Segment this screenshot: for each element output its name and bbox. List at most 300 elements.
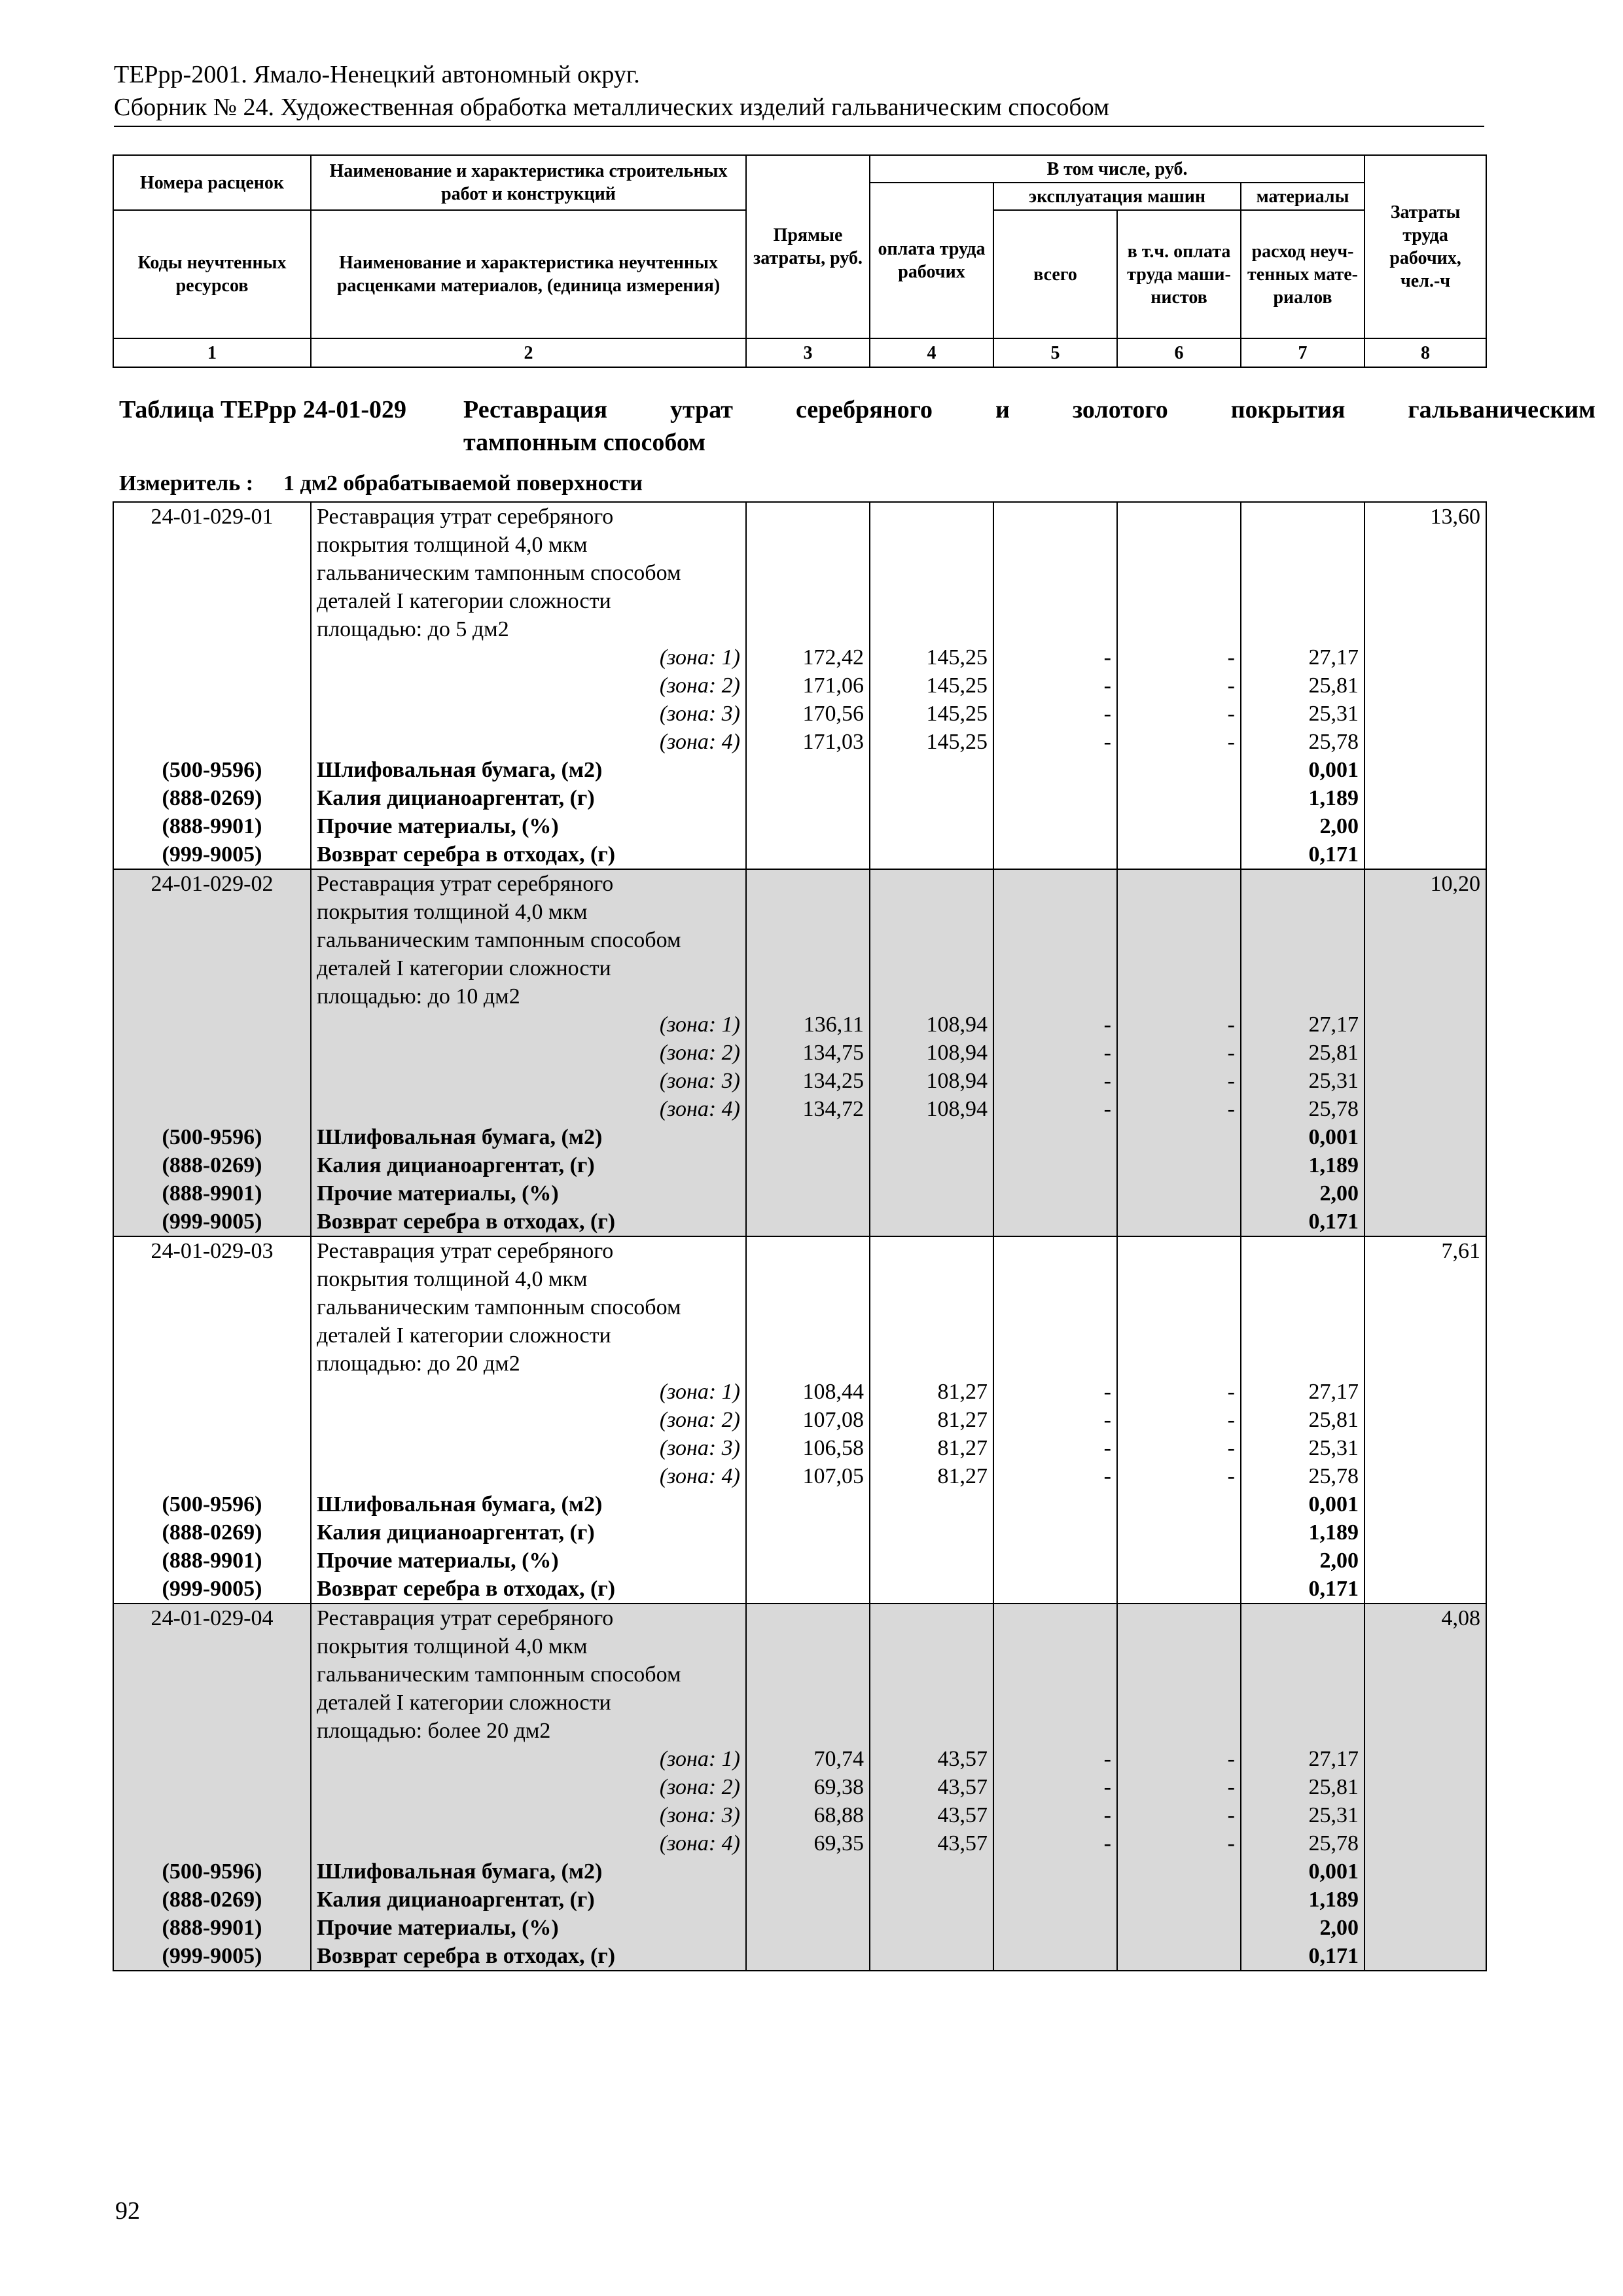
work-description-line: площадью: до 5 дм2 (311, 615, 746, 643)
empty-cell (113, 926, 311, 954)
empty-cell (1364, 898, 1486, 926)
empty-cell (1241, 502, 1364, 531)
material-name: Возврат серебра в отходах, (г) (311, 840, 746, 869)
resource-code: (500-9596) (113, 1857, 311, 1886)
table-row (113, 1378, 1486, 1406)
empty-cell (113, 1462, 311, 1490)
empty-cell (113, 672, 311, 700)
empty-cell (1117, 869, 1241, 898)
direct-cost: 107,05 (746, 1462, 870, 1490)
zone-label: (зона: 1) (311, 1378, 746, 1406)
table-row (113, 1717, 1486, 1745)
empty-cell (1364, 812, 1486, 840)
page-number: 92 (115, 2197, 140, 2225)
labor-cost: 7,61 (1364, 1236, 1486, 1265)
column-number: 7 (1241, 338, 1364, 367)
material-name: Возврат серебра в отходах, (г) (311, 1575, 746, 1604)
empty-cell (1364, 954, 1486, 982)
empty-cell (1117, 1547, 1241, 1575)
resource-code: (888-9901) (113, 1179, 311, 1208)
empty-cell (870, 756, 993, 784)
material-quantity: 0,171 (1241, 1575, 1364, 1604)
empty-cell (1364, 1151, 1486, 1179)
empty-cell (1364, 587, 1486, 615)
header-direct-costs: Прямые затраты, руб. (746, 155, 870, 338)
machinist-wage: - (1117, 1801, 1241, 1829)
work-description-line: Реставрация утрат серебряного (311, 502, 746, 531)
empty-cell (1241, 1265, 1364, 1293)
direct-cost: 172,42 (746, 643, 870, 672)
table-row (113, 1490, 1486, 1518)
material-cost: 25,81 (1241, 1773, 1364, 1801)
material-quantity: 1,189 (1241, 784, 1364, 812)
empty-cell (870, 1123, 993, 1151)
wage-cost: 145,25 (870, 643, 993, 672)
direct-cost: 69,35 (746, 1829, 870, 1857)
table-row (113, 926, 1486, 954)
empty-cell (1364, 728, 1486, 756)
resource-code: (888-9901) (113, 1914, 311, 1942)
zone-label: (зона: 2) (311, 1773, 746, 1801)
work-description-line: площадью: до 10 дм2 (311, 982, 746, 1011)
column-number: 3 (746, 338, 870, 367)
empty-cell (113, 1011, 311, 1039)
wage-cost: 108,94 (870, 1067, 993, 1095)
measure-line (119, 471, 643, 496)
empty-cell (870, 982, 993, 1011)
machine-total: - (993, 1462, 1117, 1490)
table-row (113, 1660, 1486, 1689)
resource-code: (500-9596) (113, 1490, 311, 1518)
empty-cell (1117, 756, 1241, 784)
empty-cell (113, 615, 311, 643)
machine-total: - (993, 1378, 1117, 1406)
empty-cell (870, 1886, 993, 1914)
empty-cell (113, 1039, 311, 1067)
empty-cell (870, 1914, 993, 1942)
empty-cell (113, 1321, 311, 1350)
empty-cell (993, 1208, 1117, 1236)
direct-cost: 134,75 (746, 1039, 870, 1067)
empty-cell (113, 1632, 311, 1660)
wage-cost: 108,94 (870, 1039, 993, 1067)
empty-cell (993, 1151, 1117, 1179)
material-name: Возврат серебра в отходах, (г) (311, 1942, 746, 1971)
empty-cell (1117, 587, 1241, 615)
direct-cost: 136,11 (746, 1011, 870, 1039)
material-quantity: 0,171 (1241, 1942, 1364, 1971)
empty-cell (1364, 1378, 1486, 1406)
empty-cell (1117, 1321, 1241, 1350)
empty-cell (1117, 1236, 1241, 1265)
empty-cell (993, 1914, 1117, 1942)
material-quantity: 0,001 (1241, 1857, 1364, 1886)
zone-label: (зона: 2) (311, 1406, 746, 1434)
empty-cell (746, 1490, 870, 1518)
empty-cell (1364, 1179, 1486, 1208)
column-header-table (113, 154, 1487, 368)
material-name: Возврат серебра в отходах, (г) (311, 1208, 746, 1236)
table-row (113, 1942, 1486, 1971)
work-description-line: покрытия толщиной 4,0 мкм (311, 1632, 746, 1660)
resource-code: (999-9005) (113, 1942, 311, 1971)
machine-total: - (993, 1801, 1117, 1829)
empty-cell (1117, 1886, 1241, 1914)
material-name: Шлифовальная бумага, (м2) (311, 1123, 746, 1151)
material-cost: 25,78 (1241, 1095, 1364, 1123)
empty-cell (746, 1689, 870, 1717)
column-number: 5 (993, 338, 1117, 367)
table-row (113, 615, 1486, 643)
empty-cell (1117, 926, 1241, 954)
empty-cell (993, 559, 1117, 587)
empty-cell (1241, 1689, 1364, 1717)
wage-cost: 81,27 (870, 1378, 993, 1406)
direct-cost: 107,08 (746, 1406, 870, 1434)
empty-cell (113, 1406, 311, 1434)
empty-cell (746, 1717, 870, 1745)
empty-cell (746, 926, 870, 954)
material-cost: 25,31 (1241, 1801, 1364, 1829)
empty-cell (113, 643, 311, 672)
table-title-line1: Реставрация утрат серебряного и золотого покрытия гальваническим (463, 396, 1596, 423)
empty-cell (113, 1773, 311, 1801)
table-row (113, 1857, 1486, 1886)
empty-cell (1241, 1604, 1364, 1632)
empty-cell (1241, 869, 1364, 898)
empty-cell (1364, 1745, 1486, 1773)
zone-label: (зона: 2) (311, 1039, 746, 1067)
header-material-name: Наименование и характеристика неучтенных расценками материалов, (единица измерения) (311, 210, 746, 338)
wage-cost: 145,25 (870, 700, 993, 728)
resource-code: (888-0269) (113, 1886, 311, 1914)
resource-code: (999-9005) (113, 840, 311, 869)
empty-cell (1364, 1406, 1486, 1434)
work-description-line: покрытия толщиной 4,0 мкм (311, 898, 746, 926)
material-name: Шлифовальная бумага, (м2) (311, 1857, 746, 1886)
material-cost: 27,17 (1241, 1011, 1364, 1039)
table-row (113, 531, 1486, 559)
empty-cell (113, 982, 311, 1011)
empty-cell (1117, 1208, 1241, 1236)
measure-label: Измеритель : (119, 471, 254, 495)
empty-cell (746, 587, 870, 615)
empty-cell (1364, 1829, 1486, 1857)
empty-cell (993, 898, 1117, 926)
empty-cell (113, 1745, 311, 1773)
machinist-wage: - (1117, 1434, 1241, 1462)
empty-cell (870, 1518, 993, 1547)
empty-cell (1364, 1011, 1486, 1039)
empty-cell (1364, 784, 1486, 812)
work-description-line: Реставрация утрат серебряного (311, 869, 746, 898)
material-quantity: 1,189 (1241, 1151, 1364, 1179)
empty-cell (993, 587, 1117, 615)
machine-total: - (993, 700, 1117, 728)
material-cost: 25,81 (1241, 1406, 1364, 1434)
table-row (113, 587, 1486, 615)
empty-cell (993, 926, 1117, 954)
table-row (113, 1689, 1486, 1717)
direct-cost: 134,72 (746, 1095, 870, 1123)
zone-label: (зона: 4) (311, 1462, 746, 1490)
machinist-wage: - (1117, 1462, 1241, 1490)
empty-cell (1117, 1575, 1241, 1604)
empty-cell (993, 1857, 1117, 1886)
empty-cell (1241, 898, 1364, 926)
empty-cell (113, 1293, 311, 1321)
material-name: Прочие материалы, (%) (311, 1547, 746, 1575)
resource-code: (888-9901) (113, 812, 311, 840)
material-quantity: 1,189 (1241, 1518, 1364, 1547)
empty-cell (993, 1886, 1117, 1914)
empty-cell (993, 1518, 1117, 1547)
empty-cell (746, 1660, 870, 1689)
material-cost: 25,31 (1241, 1067, 1364, 1095)
measure-unit: 1 дм2 обрабатываемой поверхности (283, 471, 643, 495)
empty-cell (1364, 1942, 1486, 1971)
empty-cell (870, 1857, 993, 1886)
empty-cell (993, 840, 1117, 869)
table-row (113, 672, 1486, 700)
material-name: Калия дицианоаргентат, (г) (311, 1886, 746, 1914)
empty-cell (993, 1575, 1117, 1604)
empty-cell (993, 1321, 1117, 1350)
machine-total: - (993, 728, 1117, 756)
wage-cost: 108,94 (870, 1011, 993, 1039)
work-description-line: деталей I категории сложности (311, 954, 746, 982)
wage-cost: 108,94 (870, 1095, 993, 1123)
empty-cell (1364, 1689, 1486, 1717)
wage-cost: 43,57 (870, 1745, 993, 1773)
material-quantity: 1,189 (1241, 1886, 1364, 1914)
document-header-line1: ТЕРрр-2001. Ямало-Ненецкий автономный округ. (114, 61, 640, 88)
direct-cost: 70,74 (746, 1745, 870, 1773)
header-wages: оплата труда рабочих (870, 183, 993, 338)
empty-cell (1117, 1123, 1241, 1151)
empty-cell (870, 784, 993, 812)
table-row (113, 784, 1486, 812)
empty-cell (1117, 1490, 1241, 1518)
empty-cell (1241, 531, 1364, 559)
empty-cell (746, 502, 870, 531)
empty-cell (1364, 1660, 1486, 1689)
empty-cell (746, 1208, 870, 1236)
empty-cell (993, 869, 1117, 898)
machine-total: - (993, 1773, 1117, 1801)
empty-cell (870, 1547, 993, 1575)
empty-cell (870, 1942, 993, 1971)
empty-cell (1364, 1293, 1486, 1321)
direct-cost: 134,25 (746, 1067, 870, 1095)
table-row (113, 1518, 1486, 1547)
material-name: Калия дицианоаргентат, (г) (311, 1151, 746, 1179)
empty-cell (1241, 615, 1364, 643)
wage-cost: 81,27 (870, 1406, 993, 1434)
empty-cell (993, 1547, 1117, 1575)
header-machinist-wages: в т.ч. оплата труда маши-нистов (1117, 210, 1241, 338)
empty-cell (113, 700, 311, 728)
empty-cell (113, 1660, 311, 1689)
column-number: 6 (1117, 338, 1241, 367)
machinist-wage: - (1117, 1011, 1241, 1039)
empty-cell (1117, 1857, 1241, 1886)
material-quantity: 0,171 (1241, 1208, 1364, 1236)
empty-cell (1117, 1604, 1241, 1632)
material-cost: 25,81 (1241, 672, 1364, 700)
work-description-line: гальваническим тампонным способом (311, 1660, 746, 1689)
material-quantity: 2,00 (1241, 1547, 1364, 1575)
empty-cell (1241, 1293, 1364, 1321)
empty-cell (746, 1575, 870, 1604)
table-row (113, 1406, 1486, 1434)
wage-cost: 43,57 (870, 1829, 993, 1857)
table-id: Таблица ТЕРрр 24-01-029 (119, 396, 407, 423)
resource-code: (500-9596) (113, 1123, 311, 1151)
machine-total: - (993, 1095, 1117, 1123)
empty-cell (1364, 1717, 1486, 1745)
empty-cell (746, 1236, 870, 1265)
zone-label: (зона: 4) (311, 1095, 746, 1123)
table-row (113, 812, 1486, 840)
table-title-line2: тампонным способом (463, 429, 706, 456)
table-row (113, 1067, 1486, 1095)
work-description-line: гальваническим тампонным способом (311, 559, 746, 587)
rates-table (113, 501, 1487, 1971)
empty-cell (1117, 812, 1241, 840)
machine-total: - (993, 643, 1117, 672)
table-row (113, 700, 1486, 728)
empty-cell (870, 1321, 993, 1350)
machine-total: - (993, 672, 1117, 700)
empty-cell (1241, 926, 1364, 954)
header-labor-costs: Затраты труда рабочих, чел.-ч (1364, 155, 1486, 338)
empty-cell (1364, 1518, 1486, 1547)
empty-cell (1117, 1942, 1241, 1971)
column-number: 8 (1364, 338, 1486, 367)
empty-cell (1117, 531, 1241, 559)
empty-cell (993, 502, 1117, 531)
header-material-usage: расход неуч-тенных мате-риалов (1241, 210, 1364, 338)
machine-total: - (993, 1011, 1117, 1039)
table-row (113, 1914, 1486, 1942)
table-row (113, 1236, 1486, 1265)
table-row (113, 869, 1486, 898)
empty-cell (1364, 1547, 1486, 1575)
header-work-name: Наименование и характеристика строительных работ и конструкций (311, 155, 746, 210)
empty-cell (746, 531, 870, 559)
column-number: 2 (311, 338, 746, 367)
empty-cell (1117, 502, 1241, 531)
direct-cost: 108,44 (746, 1378, 870, 1406)
zone-label: (зона: 3) (311, 1434, 746, 1462)
empty-cell (1364, 1434, 1486, 1462)
empty-cell (746, 1914, 870, 1942)
wage-cost: 43,57 (870, 1773, 993, 1801)
empty-cell (113, 728, 311, 756)
direct-cost: 171,06 (746, 672, 870, 700)
empty-cell (746, 840, 870, 869)
labor-cost: 4,08 (1364, 1604, 1486, 1632)
work-description-line: Реставрация утрат серебряного (311, 1604, 746, 1632)
machinist-wage: - (1117, 1829, 1241, 1857)
empty-cell (1241, 954, 1364, 982)
zone-label: (зона: 1) (311, 643, 746, 672)
empty-cell (993, 1123, 1117, 1151)
table-row (113, 1179, 1486, 1208)
direct-cost: 170,56 (746, 700, 870, 728)
empty-cell (746, 1857, 870, 1886)
zone-label: (зона: 3) (311, 700, 746, 728)
empty-cell (1364, 1321, 1486, 1350)
material-quantity: 2,00 (1241, 1914, 1364, 1942)
empty-cell (113, 1434, 311, 1462)
work-description-line: гальваническим тампонным способом (311, 1293, 746, 1321)
empty-cell (870, 1350, 993, 1378)
empty-cell (746, 1293, 870, 1321)
empty-cell (1364, 1632, 1486, 1660)
empty-cell (993, 1660, 1117, 1689)
empty-cell (113, 1378, 311, 1406)
empty-cell (1117, 559, 1241, 587)
table-row (113, 502, 1486, 531)
empty-cell (113, 1350, 311, 1378)
empty-cell (1241, 1632, 1364, 1660)
empty-cell (113, 1801, 311, 1829)
table-row (113, 954, 1486, 982)
empty-cell (746, 1123, 870, 1151)
empty-cell (993, 954, 1117, 982)
empty-cell (1117, 1179, 1241, 1208)
empty-cell (746, 1632, 870, 1660)
machinist-wage: - (1117, 1067, 1241, 1095)
empty-cell (1241, 1350, 1364, 1378)
empty-cell (870, 1490, 993, 1518)
empty-cell (870, 1717, 993, 1745)
empty-cell (870, 587, 993, 615)
material-name: Шлифовальная бумага, (м2) (311, 1490, 746, 1518)
empty-cell (870, 502, 993, 531)
empty-cell (113, 1829, 311, 1857)
empty-cell (870, 531, 993, 559)
empty-cell (1117, 784, 1241, 812)
empty-cell (1364, 672, 1486, 700)
empty-cell (746, 982, 870, 1011)
wage-cost: 145,25 (870, 672, 993, 700)
empty-cell (1241, 1717, 1364, 1745)
empty-cell (1117, 1350, 1241, 1378)
header-rate-numbers: Номера расценок (113, 155, 311, 210)
empty-cell (113, 559, 311, 587)
empty-cell (993, 531, 1117, 559)
material-name: Калия дицианоаргентат, (г) (311, 1518, 746, 1547)
table-row (113, 1575, 1486, 1604)
empty-cell (1364, 756, 1486, 784)
empty-cell (1117, 1518, 1241, 1547)
work-description-line: деталей I категории сложности (311, 1689, 746, 1717)
resource-code: (888-0269) (113, 784, 311, 812)
empty-cell (1364, 926, 1486, 954)
empty-cell (1117, 1293, 1241, 1321)
resource-code: (999-9005) (113, 1208, 311, 1236)
machinist-wage: - (1117, 1378, 1241, 1406)
work-description-line: покрытия толщиной 4,0 мкм (311, 531, 746, 559)
material-quantity: 0,171 (1241, 840, 1364, 869)
empty-cell (1364, 982, 1486, 1011)
table-row (113, 1801, 1486, 1829)
material-cost: 25,31 (1241, 1434, 1364, 1462)
empty-cell (746, 1321, 870, 1350)
